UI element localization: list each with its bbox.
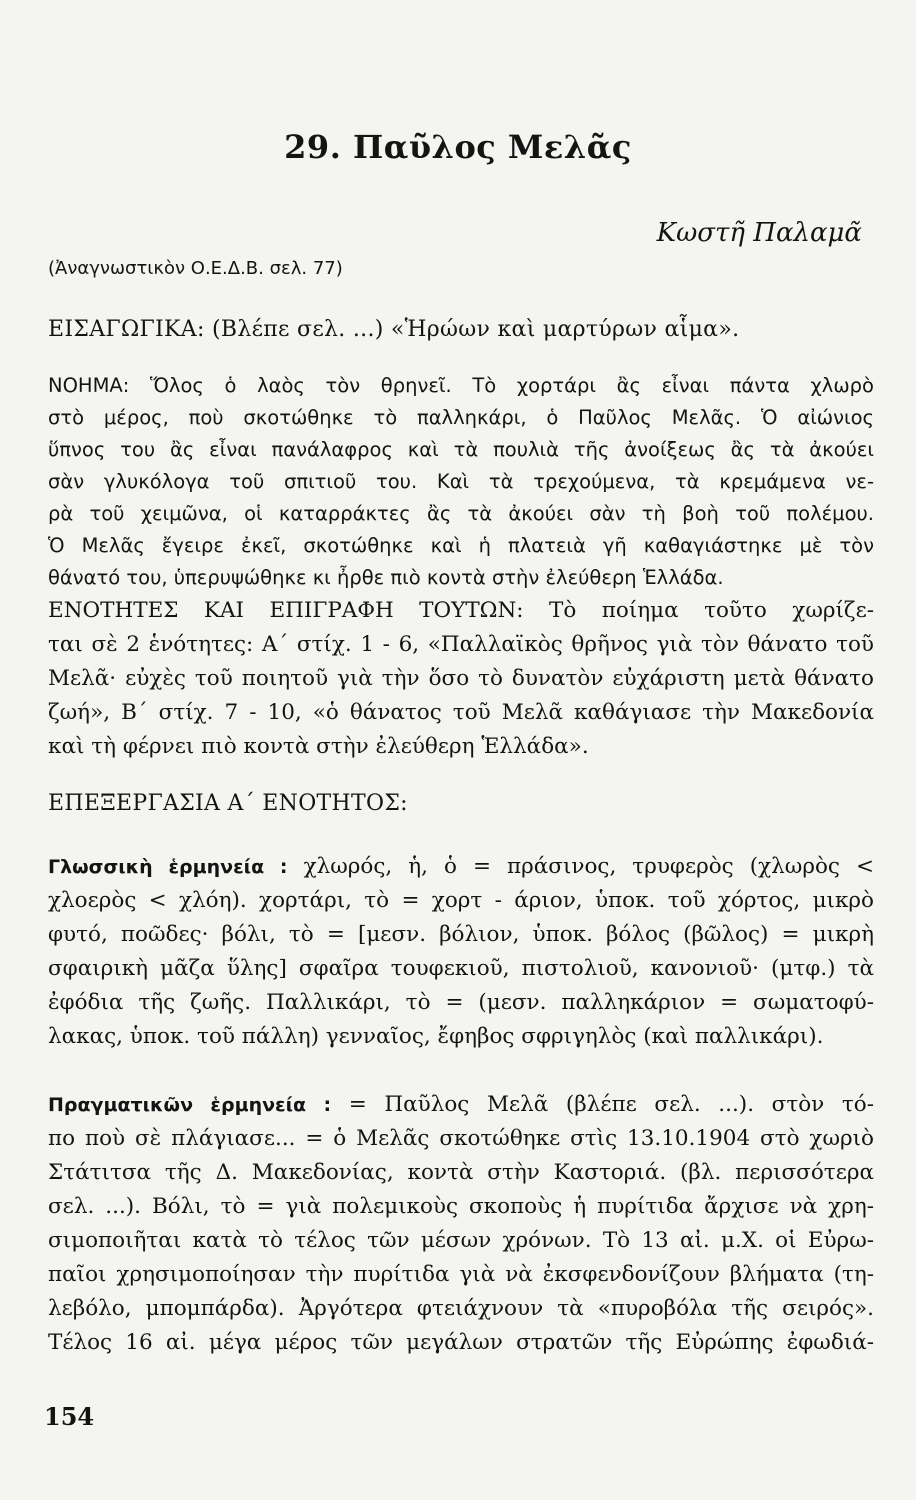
noima-line: Ὁ Μελᾶς ἔγειρε ἐκεῖ, σκοτώθηκε καὶ ἡ πλατειὰ γῆ καθαγιάστηκε μὲ τὸν — [48, 534, 874, 557]
noima-line: θάνατό του, ὑπερυψώθηκε κι ἦρθε πιὸ κοντὰ στὴν ἐλεύθερη Ἑλλάδα. — [48, 566, 724, 589]
pragmatikon-line: Στάτιτσα τῆς Δ. Μακεδονίας, κοντὰ στὴν Καστοριά. (βλ. περισσότερα — [48, 1160, 874, 1185]
noima-line: σὰν γλυκόλογα τοῦ σπιτιοῦ του. Καὶ τὰ τρεχούμενα, τὰ κρεμάμενα νε- — [48, 470, 874, 493]
glossiki-line: ἐφόδια τῆς ζωῆς. Παλλικάρι, τὸ = (μεσν. παλληκάριον = σωματοφύ- — [48, 990, 874, 1015]
enotites-line: καὶ τὴ φέρνει πιὸ κοντὰ στὴν ἐλεύθερη Ἑλλάδα». — [48, 734, 589, 759]
enotites-section — [48, 594, 874, 764]
section-heading: ΕΠΕΞΕΡΓΑΣΙΑ Α΄ ΕΝΟΤΗΤΟΣ: — [48, 791, 408, 816]
noima-line: στὸ μέρος, ποὺ σκοτώθηκε τὸ παλληκάρι, ὁ Παῦλος Μελᾶς. Ὁ αἰώνιος — [48, 406, 874, 429]
noima-line: ΝΟΗΜΑ: Ὅλος ὁ λαὸς τὸν θρηνεῖ. Τὸ χορτάρι ἂς εἶναι πάντα χλωρὸ — [48, 374, 874, 397]
intro-line: ΕΙΣΑΓΩΓΙΚΑ: (Βλέπε σελ. ...) «Ἡρώων καὶ μαρτύρων αἷμα». — [48, 317, 740, 342]
pragmatikon-line: σιμοποιῆται κατὰ τὸ τέλος τῶν μέσων χρόνων. Τὸ 13 αἰ. μ.Χ. οἱ Εὐρω- — [48, 1228, 874, 1253]
enotites-line: Μελᾶ· εὐχὲς τοῦ ποιητοῦ γιὰ τὴν ὅσο τὸ δυνατὸν εὐχάριστη μετὰ θάνατο — [48, 666, 874, 691]
glossiki-label: Γλωσσικὴ ἑρμηνεία : — [48, 856, 288, 878]
pragmatikon-label: Πραγματικῶν ἑρμηνεία : — [48, 1094, 332, 1116]
pragmatikon-line: Τέλος 16 αἰ. μέγα μέρος τῶν μεγάλων στρατῶν τῆς Εὐρώπης ἐφωδιά- — [48, 1330, 874, 1355]
glossiki-line: χλοερὸς < χλόη). χορτάρι, τὸ = χορτ - άριον, ὑποκ. τοῦ χόρτος, μικρὸ — [48, 888, 874, 913]
pragmatikon-line: παῖοι χρησιμοποίησαν τὴν πυρίτιδα γιὰ νὰ ἐκσφενδονίζουν βλήματα (τη- — [48, 1262, 874, 1287]
page-title: 29. Παῦλος Μελᾶς — [284, 128, 632, 166]
noima-section — [48, 370, 874, 594]
noima-line: ὕπνος του ἂς εἶναι πανάλαφρος καὶ τὰ πουλιὰ τῆς ἀνοίξεως ἂς τὰ ἀκούει — [48, 438, 874, 461]
glossiki-line: λακας, ὑποκ. τοῦ πάλλη) γενναῖος, ἔφηβος σφριγηλὸς (καὶ παλλικάρι). — [48, 1024, 824, 1049]
glossiki-section — [48, 850, 874, 1054]
pragmatikon-line: πο ποὺ σὲ πλάγιασε... = ὁ Μελᾶς σκοτώθηκε στὶς 13.10.1904 στὸ χωριὸ — [48, 1126, 874, 1151]
noima-line: ρὰ τοῦ χειμῶνα, οἱ καταρράκτες ἂς τὰ ἀκούει σὰν τὴ βοὴ τοῦ πολέμου. — [48, 502, 874, 525]
enotites-line: ΕΝΟΤΗΤΕΣ ΚΑΙ ΕΠΙΓΡΑΦΗ ΤΟΥΤΩΝ: Τὸ ποίημα τοῦτο χωρίζε- — [48, 598, 874, 623]
pragmatikon-text: = Παῦλος Μελᾶ (βλέπε σελ. ...). στὸν τό- — [348, 1092, 874, 1117]
source-reference: (Ἀναγνωστικὸν Ο.Ε.Δ.Β. σελ. 77) — [48, 258, 343, 279]
pragmatikon-section — [48, 1088, 874, 1360]
pragmatikon-first-line — [48, 1088, 874, 1122]
enotites-line: ται σὲ 2 ἑνότητες: Α΄ στίχ. 1 - 6, «Παλλαϊκὸς θρῆνος γιὰ τὸν θάνατο τοῦ — [48, 632, 874, 657]
enotites-line: ζωή», Β΄ στίχ. 7 - 10, «ὁ θάνατος τοῦ Μελᾶ καθάγιασε τὴν Μακεδονία — [48, 700, 874, 725]
page-number: 154 — [44, 1402, 95, 1431]
glossiki-line: σφαιρικὴ μᾶζα ὕλης] σφαῖρα τουφεκιοῦ, πιστολιοῦ, κανονιοῦ· (μτφ.) τὰ — [48, 956, 874, 981]
epexergasia-heading — [48, 788, 874, 820]
pragmatikon-line: σελ. ...). Βόλι, τὸ = γιὰ πολεμικοὺς σκοποὺς ἡ πυρίτιδα ἄρχισε νὰ χρη- — [48, 1194, 874, 1219]
glossiki-text: χλωρός, ἡ, ὁ = πράσινος, τρυφερὸς (χλωρὸς < — [303, 854, 874, 879]
intro-section — [48, 314, 874, 346]
glossiki-line: φυτό, ποῶδες· βόλι, τὸ = [μεσν. βόλιον, ὑποκ. βόλος (βῶλος) = μικρὴ — [48, 922, 874, 947]
glossiki-first-line — [48, 850, 874, 884]
author-name: Κωστῆ Παλαμᾶ — [656, 218, 862, 248]
pragmatikon-line: λεβόλο, μπομπάρδα). Ἀργότερα φτειάχνουν τὰ «πυροβόλα τῆς σειρός». — [48, 1296, 874, 1321]
